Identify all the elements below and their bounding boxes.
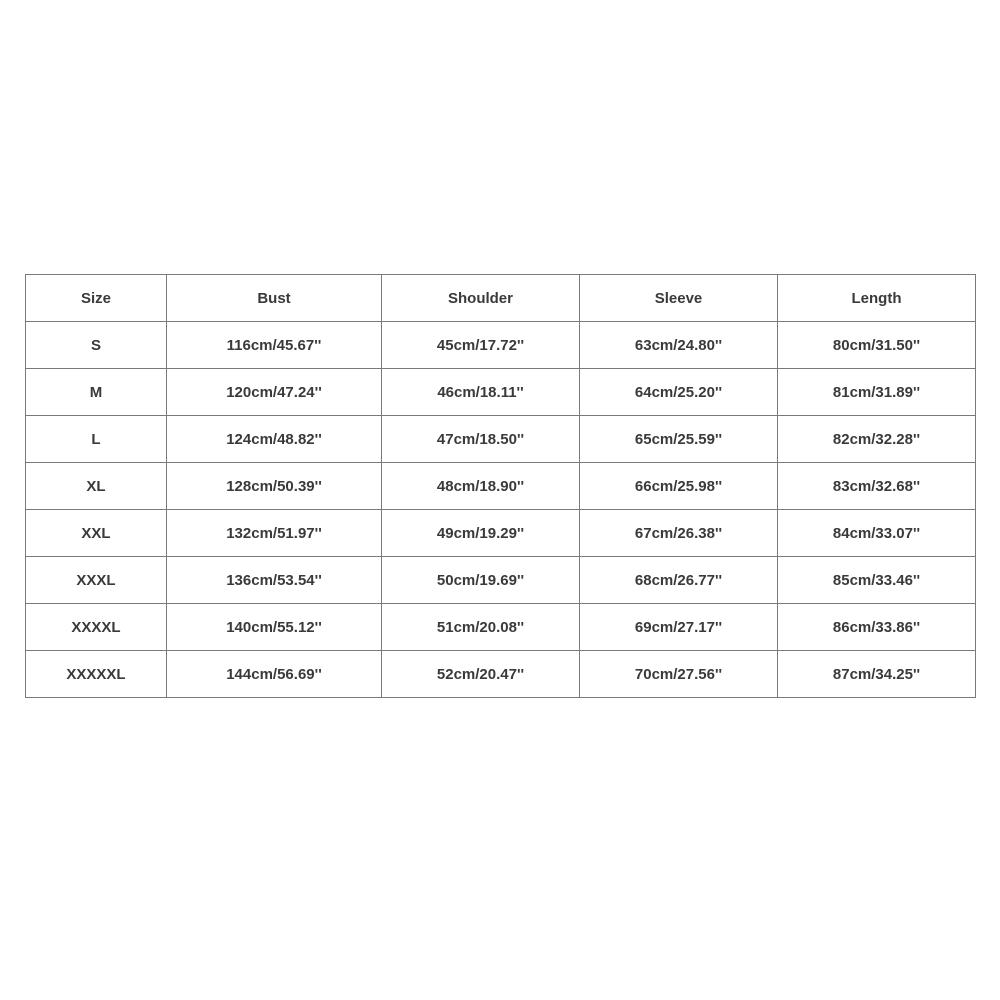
header-sleeve: Sleeve <box>580 275 778 322</box>
sleeve-cell: 67cm/26.38'' <box>580 510 778 557</box>
size-chart-table <box>25 274 976 698</box>
length-cell: 83cm/32.68'' <box>778 463 976 510</box>
table-header-row <box>26 275 976 322</box>
header-bust: Bust <box>167 275 382 322</box>
table-row <box>26 416 976 463</box>
size-cell: L <box>26 416 167 463</box>
shoulder-cell: 48cm/18.90'' <box>382 463 580 510</box>
sleeve-cell: 63cm/24.80'' <box>580 322 778 369</box>
shoulder-cell: 47cm/18.50'' <box>382 416 580 463</box>
sleeve-cell: 66cm/25.98'' <box>580 463 778 510</box>
bust-cell: 120cm/47.24'' <box>167 369 382 416</box>
shoulder-cell: 49cm/19.29'' <box>382 510 580 557</box>
length-cell: 84cm/33.07'' <box>778 510 976 557</box>
bust-cell: 124cm/48.82'' <box>167 416 382 463</box>
length-cell: 80cm/31.50'' <box>778 322 976 369</box>
sleeve-cell: 70cm/27.56'' <box>580 651 778 698</box>
table-row <box>26 369 976 416</box>
length-cell: 86cm/33.86'' <box>778 604 976 651</box>
table-row <box>26 557 976 604</box>
bust-cell: 136cm/53.54'' <box>167 557 382 604</box>
length-cell: 81cm/31.89'' <box>778 369 976 416</box>
table-row <box>26 604 976 651</box>
size-cell: M <box>26 369 167 416</box>
sleeve-cell: 68cm/26.77'' <box>580 557 778 604</box>
bust-cell: 140cm/55.12'' <box>167 604 382 651</box>
sleeve-cell: 64cm/25.20'' <box>580 369 778 416</box>
size-cell: XXXL <box>26 557 167 604</box>
bust-cell: 144cm/56.69'' <box>167 651 382 698</box>
size-cell: XXL <box>26 510 167 557</box>
shoulder-cell: 46cm/18.11'' <box>382 369 580 416</box>
sleeve-cell: 69cm/27.17'' <box>580 604 778 651</box>
header-length: Length <box>778 275 976 322</box>
shoulder-cell: 52cm/20.47'' <box>382 651 580 698</box>
header-size: Size <box>26 275 167 322</box>
bust-cell: 132cm/51.97'' <box>167 510 382 557</box>
bust-cell: 128cm/50.39'' <box>167 463 382 510</box>
bust-cell: 116cm/45.67'' <box>167 322 382 369</box>
length-cell: 85cm/33.46'' <box>778 557 976 604</box>
length-cell: 87cm/34.25'' <box>778 651 976 698</box>
size-cell: XL <box>26 463 167 510</box>
size-cell: XXXXL <box>26 604 167 651</box>
size-cell: S <box>26 322 167 369</box>
table-row <box>26 322 976 369</box>
sleeve-cell: 65cm/25.59'' <box>580 416 778 463</box>
table-row <box>26 651 976 698</box>
table-row <box>26 463 976 510</box>
shoulder-cell: 51cm/20.08'' <box>382 604 580 651</box>
table-row <box>26 510 976 557</box>
length-cell: 82cm/32.28'' <box>778 416 976 463</box>
shoulder-cell: 50cm/19.69'' <box>382 557 580 604</box>
size-cell: XXXXXL <box>26 651 167 698</box>
header-shoulder: Shoulder <box>382 275 580 322</box>
shoulder-cell: 45cm/17.72'' <box>382 322 580 369</box>
